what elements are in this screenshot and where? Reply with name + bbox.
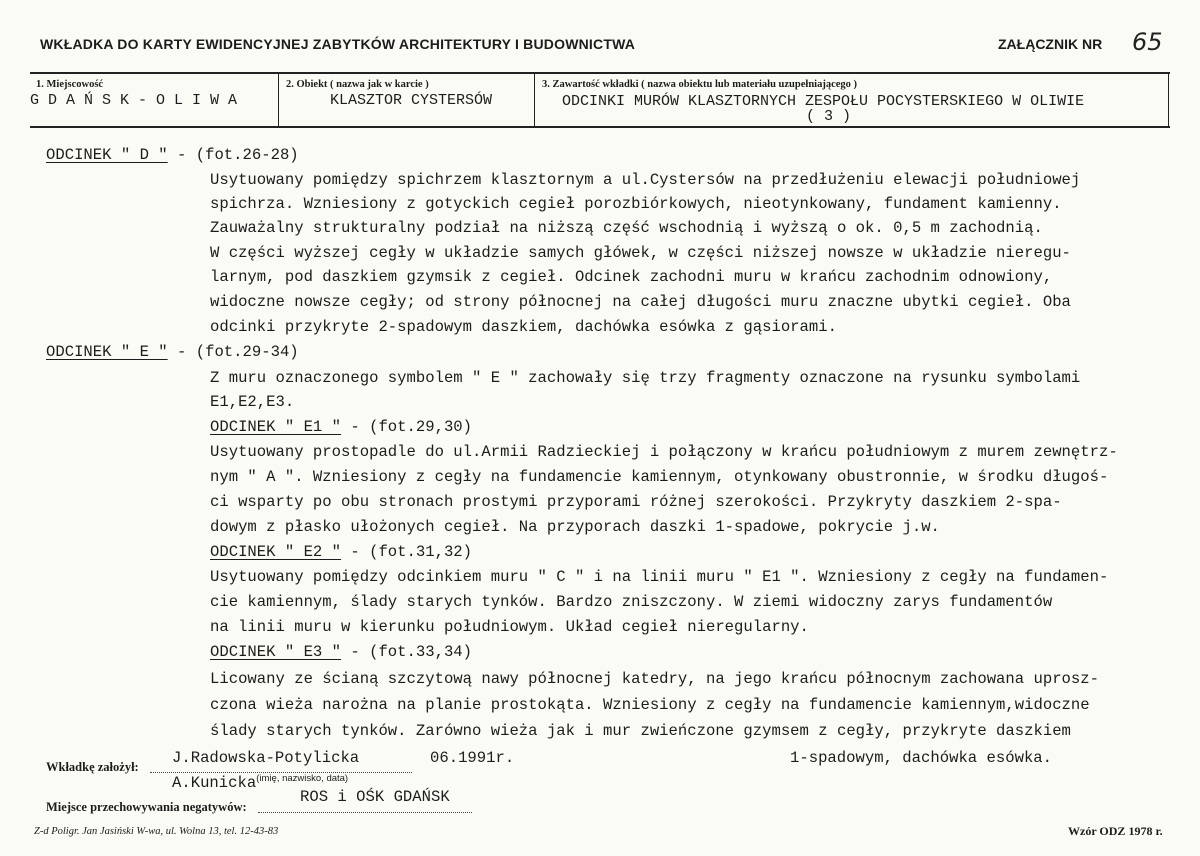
form-title: WKŁADKA DO KARTY EWIDENCYJNEJ ZABYTKÓW ARCHITEKTURY I BUDOWNICTWA [40,36,636,52]
model-info: Wzór ODZ 1978 r. [1068,824,1163,838]
text-line: W części wyższej cegły w układzie samych główek, w części niższej nowsze w układzie nieregu- [210,244,1071,262]
text-line: spichrza. Wzniesiony z gotyckich cegieł porozbiórkowych, nieotynkowany, fundament kamienny. [210,195,1062,213]
storage-value: ROS i OŚK GDAŃSK [300,788,450,806]
section-e-heading: ODCINEK " E " [46,343,168,361]
divider [534,74,535,126]
text-line: Usytuowany pomiędzy odcinkiem muru " C " i na linii muru " E1 ". Wzniesiony z cegły na fundamen- [210,568,1109,586]
annex-label: ZAŁĄCZNIK NR [998,36,1103,52]
section-e-heading-line [46,343,299,361]
text-line: nym " A ". Wzniesiony z cegły na fundamencie kamiennym, otynkowany obustronnie, w środku długoś- [210,468,1109,486]
text-line: larnym, pod daszkiem gzymsik z cegieł. Odcinek zachodni muru w krańcu zachodnim odnowiony, [210,268,1053,286]
text-line: dowym z płasko ułożonych cegieł. Na przyporach daszki 1-spadowe, pokrycie j.w. [210,518,940,536]
text-line: ślady starych tynków. Zarówno wieża jak i mur zwieńczone gzymsem z cegły, przykryte daszkiem [210,722,1071,740]
section-e1-heading: ODCINEK " E1 " [210,418,342,436]
section-e2-ref: - (fot.31,32) [341,543,473,561]
section-e2-heading: ODCINEK " E2 " [210,543,342,561]
section-e2-heading-line [210,543,472,561]
section-d-heading: ODCINEK " D " [46,146,168,164]
text-line: E1,E2,E3. [210,393,295,411]
founder-name-1: J.Radowska-Potylicka [172,749,360,767]
section-e3-heading: ODCINEK " E3 " [210,643,342,661]
field-table [30,72,1170,128]
object-value: KLASZTOR CYSTERSÓW [330,92,493,109]
founder-name-2: A.Kunicka [172,774,257,793]
text-line: Usytuowany pomiędzy spichrzem klasztornym a ul.Cystersów na przedłużeniu elewacji południowej [210,171,1081,189]
section-e3-heading-line [210,643,472,661]
content-label: 3. Zawartość wkładki ( nazwa obiektu lub materiału uzupełniającego ) [542,79,858,90]
annex-number: 65 [1132,28,1163,56]
locality-label: 1. Miejscowość [36,79,104,90]
founder-date: 06.1991r. [430,749,515,767]
section-e-ref: - (fot.29-34) [167,343,299,361]
divider [278,74,279,126]
text-line: cie kamiennym, ślady starych tynków. Bardzo zniszczony. W ziemi widoczny zarys fundamentów [210,593,1053,611]
section-e3-ref: - (fot.33,34) [341,643,473,661]
divider [1168,74,1169,126]
text-line: Zauważalny strukturalny podział na niższą część wschodnią i wyższą o ok. 0,5 m zachodnią. [210,219,1043,237]
section-d-ref: - (fot.26-28) [167,146,299,164]
storage-label: Miejsce przechowywania negatywów: [46,800,247,814]
text-line: Usytuowany prostopadle do ul.Armii Radzieckiej i połączony w krańcu południowym z murem zewnętrz- [210,443,1118,461]
text-line: widoczne nowsze cegły; od strony północnej na całej długości muru znaczne ubytki cegieł. Oba [210,293,1071,311]
locality-value: G D A Ń S K - O L I W A [30,92,238,109]
founder-hint: (imię, nazwisko, data) [256,773,349,784]
content-value: ODCINKI MURÓW KLASZTORNYCH ZESPOŁU POCYSTERSKIEGO W OLIWIE [562,93,1085,110]
text-line: na linii muru w kierunku południowym. Układ cegieł nieregularny. [210,618,809,636]
text-line: ci wsparty po obu stronach prostymi przyporami różnej szerokości. Przykryty daszkiem 2-spa- [210,493,1062,511]
text-line: 1-spadowym, dachówka esówka. [790,749,1053,767]
object-label: 2. Obiekt ( nazwa jak w karcie ) [286,79,429,90]
text-line: odcinki przykryte 2-spadowym daszkiem, dachówka esówka z gąsiorami. [210,318,837,336]
section-d-heading-line [46,146,299,164]
printer-info: Z-d Poligr. Jan Jasiński W-wa, ul. Wolna 13, tel. 12-43-83 [34,826,279,837]
content-subvalue: ( 3 ) [806,108,852,125]
text-line: Licowany ze ścianą szczytową nawy północnej katedry, na jego krańcu północnym zachowana uprosz- [210,670,1099,688]
section-e1-ref: - (fot.29,30) [341,418,473,436]
dotted-line [258,812,472,813]
text-line: czona wieża narożna na planie prostokąta. Wzniesiony z cegły na fundamencie kamiennym,widoczne [210,696,1090,714]
text-line: Z muru oznaczonego symbolem " E " zachowały się trzy fragmenty oznaczone na rysunku symbolami [210,369,1081,387]
founder-label: Wkładkę założył: [46,760,139,774]
section-e1-heading-line [210,418,472,436]
